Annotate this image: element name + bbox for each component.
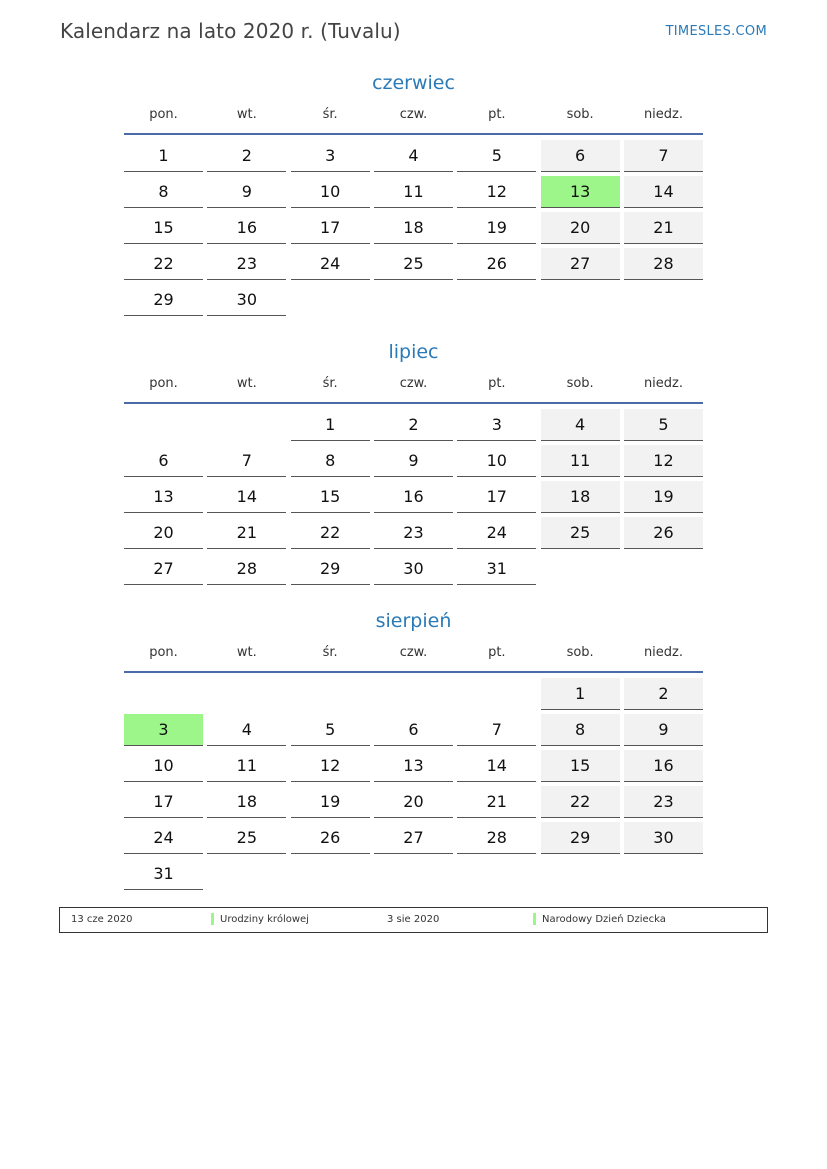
month-june bbox=[124, 68, 703, 319]
day-cell: 7 bbox=[624, 140, 703, 172]
month-title: sierpień bbox=[375, 610, 452, 632]
day-cell: 20 bbox=[541, 212, 620, 244]
month-august bbox=[124, 606, 703, 893]
day-cell: 23 bbox=[207, 248, 286, 280]
day-cell: 5 bbox=[291, 714, 370, 746]
day-cell: 26 bbox=[457, 248, 536, 280]
week-row bbox=[124, 247, 703, 283]
empty-day-cell bbox=[374, 284, 453, 316]
day-cell: 23 bbox=[624, 786, 703, 818]
legend-date: 3 sie 2020 bbox=[387, 914, 440, 925]
day-cell: 4 bbox=[207, 714, 286, 746]
day-cell: 14 bbox=[624, 176, 703, 208]
weekday-label: czw. bbox=[399, 645, 428, 660]
day-cell: 9 bbox=[374, 445, 453, 477]
empty-day-cell bbox=[541, 284, 620, 316]
week-row bbox=[124, 857, 703, 893]
weekday-label: pon. bbox=[149, 107, 178, 122]
week-row bbox=[124, 821, 703, 857]
weekday-label: śr. bbox=[322, 376, 338, 391]
week-row bbox=[124, 713, 703, 749]
day-cell: 27 bbox=[541, 248, 620, 280]
day-cell: 29 bbox=[124, 284, 203, 316]
day-cell: 11 bbox=[541, 445, 620, 477]
day-cell: 18 bbox=[207, 786, 286, 818]
empty-day-cell bbox=[207, 678, 286, 710]
empty-day-cell bbox=[124, 409, 203, 441]
day-cell: 15 bbox=[124, 212, 203, 244]
day-cell: 17 bbox=[291, 212, 370, 244]
day-cell: 21 bbox=[457, 786, 536, 818]
day-cell: 28 bbox=[207, 553, 286, 585]
weekday-header bbox=[124, 105, 703, 135]
day-cell: 7 bbox=[207, 445, 286, 477]
day-cell: 8 bbox=[541, 714, 620, 746]
week-row bbox=[124, 444, 703, 480]
day-cell: 12 bbox=[624, 445, 703, 477]
day-cell: 24 bbox=[291, 248, 370, 280]
day-cell: 19 bbox=[624, 481, 703, 513]
weekday-label: wt. bbox=[236, 107, 257, 122]
day-cell: 4 bbox=[374, 140, 453, 172]
day-cell: 12 bbox=[291, 750, 370, 782]
empty-day-cell bbox=[124, 678, 203, 710]
weekday-label: pon. bbox=[149, 645, 178, 660]
weekday-label: pt. bbox=[488, 376, 506, 391]
month-grid bbox=[124, 408, 703, 588]
day-cell: 21 bbox=[624, 212, 703, 244]
holiday-color-marker bbox=[211, 913, 214, 925]
day-cell: 17 bbox=[457, 481, 536, 513]
week-row bbox=[124, 283, 703, 319]
holiday-color-marker bbox=[533, 913, 536, 925]
day-cell: 26 bbox=[624, 517, 703, 549]
empty-day-cell bbox=[374, 678, 453, 710]
day-cell: 28 bbox=[624, 248, 703, 280]
weekday-label: czw. bbox=[399, 107, 428, 122]
day-cell: 9 bbox=[624, 714, 703, 746]
weekday-label: pt. bbox=[488, 107, 506, 122]
day-cell: 15 bbox=[291, 481, 370, 513]
day-cell: 29 bbox=[541, 822, 620, 854]
month-title: lipiec bbox=[388, 341, 439, 363]
day-cell: 6 bbox=[124, 445, 203, 477]
day-cell: 26 bbox=[291, 822, 370, 854]
weekday-label: śr. bbox=[322, 645, 338, 660]
empty-day-cell bbox=[207, 858, 286, 890]
day-cell: 22 bbox=[541, 786, 620, 818]
day-cell: 18 bbox=[374, 212, 453, 244]
day-cell: 10 bbox=[457, 445, 536, 477]
day-cell: 2 bbox=[624, 678, 703, 710]
weekday-label: sob. bbox=[566, 376, 594, 391]
empty-day-cell bbox=[291, 678, 370, 710]
day-cell: 6 bbox=[541, 140, 620, 172]
day-cell: 11 bbox=[374, 176, 453, 208]
empty-day-cell bbox=[457, 284, 536, 316]
week-row bbox=[124, 139, 703, 175]
weekday-label: niedz. bbox=[643, 376, 683, 391]
weekday-header bbox=[124, 374, 703, 404]
day-cell: 24 bbox=[124, 822, 203, 854]
day-cell: 30 bbox=[374, 553, 453, 585]
weekday-label: wt. bbox=[236, 645, 257, 660]
page-title: Kalendarz na lato 2020 r. (Tuvalu) bbox=[60, 19, 401, 43]
empty-day-cell bbox=[624, 553, 703, 585]
day-cell: 27 bbox=[124, 553, 203, 585]
weekday-label: pt. bbox=[488, 645, 506, 660]
day-cell: 22 bbox=[291, 517, 370, 549]
day-cell: 13 bbox=[374, 750, 453, 782]
day-cell: 31 bbox=[457, 553, 536, 585]
day-cell: 19 bbox=[457, 212, 536, 244]
day-cell: 1 bbox=[541, 678, 620, 710]
empty-day-cell bbox=[541, 858, 620, 890]
day-cell: 15 bbox=[541, 750, 620, 782]
holiday-legend bbox=[59, 907, 768, 933]
day-cell: 16 bbox=[207, 212, 286, 244]
day-cell: 8 bbox=[291, 445, 370, 477]
day-cell: 21 bbox=[207, 517, 286, 549]
day-cell: 20 bbox=[374, 786, 453, 818]
day-cell: 3 bbox=[457, 409, 536, 441]
holiday-day-cell: 13 bbox=[541, 176, 620, 208]
brand-link[interactable]: TIMESLES.COM bbox=[665, 24, 767, 39]
day-cell: 4 bbox=[541, 409, 620, 441]
empty-day-cell bbox=[374, 858, 453, 890]
day-cell: 10 bbox=[291, 176, 370, 208]
day-cell: 29 bbox=[291, 553, 370, 585]
day-cell: 7 bbox=[457, 714, 536, 746]
day-cell: 5 bbox=[624, 409, 703, 441]
weekday-label: niedz. bbox=[643, 645, 683, 660]
day-cell: 20 bbox=[124, 517, 203, 549]
empty-day-cell bbox=[457, 858, 536, 890]
day-cell: 30 bbox=[207, 284, 286, 316]
day-cell: 18 bbox=[541, 481, 620, 513]
month-grid bbox=[124, 139, 703, 319]
weekday-label: sob. bbox=[566, 645, 594, 660]
weekday-label: niedz. bbox=[643, 107, 683, 122]
day-cell: 2 bbox=[374, 409, 453, 441]
week-row bbox=[124, 749, 703, 785]
week-row bbox=[124, 785, 703, 821]
week-row bbox=[124, 175, 703, 211]
day-cell: 8 bbox=[124, 176, 203, 208]
day-cell: 14 bbox=[457, 750, 536, 782]
day-cell: 14 bbox=[207, 481, 286, 513]
month-grid bbox=[124, 677, 703, 893]
day-cell: 25 bbox=[541, 517, 620, 549]
week-row bbox=[124, 480, 703, 516]
day-cell: 27 bbox=[374, 822, 453, 854]
empty-day-cell bbox=[624, 858, 703, 890]
empty-day-cell bbox=[291, 858, 370, 890]
weekday-label: sob. bbox=[566, 107, 594, 122]
week-row bbox=[124, 408, 703, 444]
day-cell: 16 bbox=[624, 750, 703, 782]
day-cell: 11 bbox=[207, 750, 286, 782]
legend-holiday-name: Narodowy Dzień Dziecka bbox=[542, 914, 666, 925]
day-cell: 10 bbox=[124, 750, 203, 782]
weekday-label: czw. bbox=[399, 376, 428, 391]
day-cell: 23 bbox=[374, 517, 453, 549]
legend-date: 13 cze 2020 bbox=[71, 914, 133, 925]
day-cell: 25 bbox=[207, 822, 286, 854]
day-cell: 19 bbox=[291, 786, 370, 818]
day-cell: 3 bbox=[291, 140, 370, 172]
day-cell: 25 bbox=[374, 248, 453, 280]
day-cell: 16 bbox=[374, 481, 453, 513]
day-cell: 2 bbox=[207, 140, 286, 172]
day-cell: 17 bbox=[124, 786, 203, 818]
weekday-label: śr. bbox=[322, 107, 338, 122]
week-row bbox=[124, 552, 703, 588]
day-cell: 5 bbox=[457, 140, 536, 172]
empty-day-cell bbox=[207, 409, 286, 441]
month-title: czerwiec bbox=[372, 72, 455, 94]
day-cell: 22 bbox=[124, 248, 203, 280]
day-cell: 24 bbox=[457, 517, 536, 549]
legend-holiday-name: Urodziny królowej bbox=[220, 914, 309, 925]
empty-day-cell bbox=[457, 678, 536, 710]
empty-day-cell bbox=[541, 553, 620, 585]
holiday-day-cell: 3 bbox=[124, 714, 203, 746]
day-cell: 13 bbox=[124, 481, 203, 513]
week-row bbox=[124, 211, 703, 247]
empty-day-cell bbox=[624, 284, 703, 316]
week-row bbox=[124, 516, 703, 552]
day-cell: 12 bbox=[457, 176, 536, 208]
month-july bbox=[124, 337, 703, 588]
weekday-label: wt. bbox=[236, 376, 257, 391]
empty-day-cell bbox=[291, 284, 370, 316]
day-cell: 1 bbox=[124, 140, 203, 172]
weekday-label: pon. bbox=[149, 376, 178, 391]
day-cell: 6 bbox=[374, 714, 453, 746]
day-cell: 31 bbox=[124, 858, 203, 890]
day-cell: 9 bbox=[207, 176, 286, 208]
weekday-header bbox=[124, 643, 703, 673]
day-cell: 30 bbox=[624, 822, 703, 854]
day-cell: 28 bbox=[457, 822, 536, 854]
day-cell: 1 bbox=[291, 409, 370, 441]
week-row bbox=[124, 677, 703, 713]
